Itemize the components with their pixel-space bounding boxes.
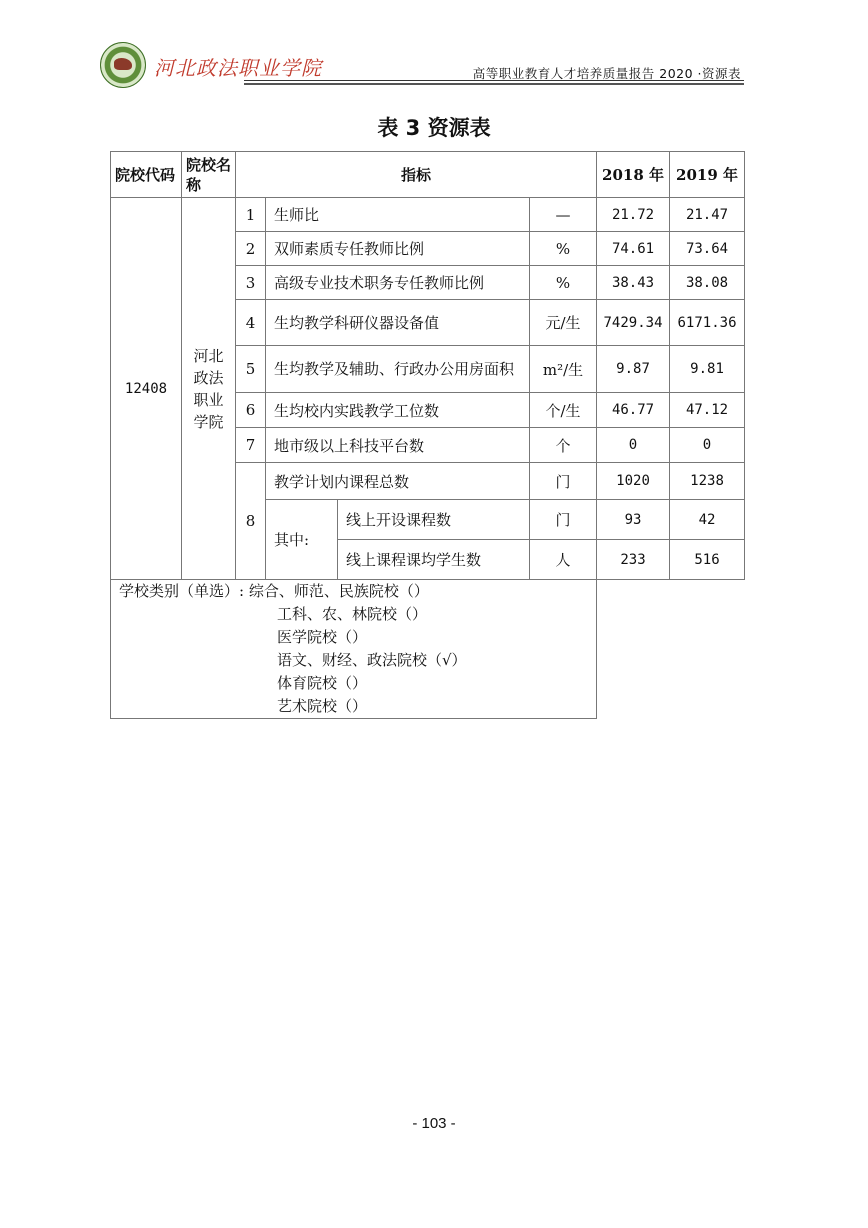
- sub-label: 其中:: [266, 500, 338, 580]
- unit: 门: [530, 500, 597, 540]
- value-2018: 1020: [597, 463, 670, 500]
- indicator: 线上开设课程数: [338, 500, 530, 540]
- value-2019: 1238: [670, 463, 745, 500]
- classification-option: 体育院校（）: [277, 674, 368, 692]
- unit: 人: [530, 540, 597, 580]
- value-2019: 0: [670, 428, 745, 463]
- row-number: 8: [236, 463, 266, 580]
- indicator: 高级专业技术职务专任教师比例: [266, 266, 530, 300]
- indicator: 线上课程课均学生数: [338, 540, 530, 580]
- value-2018: 93: [597, 500, 670, 540]
- school-classification: [111, 580, 597, 719]
- unit: 元/生: [530, 300, 597, 346]
- col-header-name: 院校名称: [182, 152, 236, 198]
- unit: %: [530, 232, 597, 266]
- col-header-indicator: 指标: [236, 152, 597, 198]
- college-name-logo: 河北政法职业学院: [154, 56, 322, 80]
- classification-option: 语文、财经、政法院校（√）: [277, 651, 467, 669]
- classification-option: 艺术院校（）: [277, 697, 368, 715]
- unit: m²/生: [530, 346, 597, 393]
- value-2019: 47.12: [670, 393, 745, 428]
- unit: 个: [530, 428, 597, 463]
- value-2018: 9.87: [597, 346, 670, 393]
- col-header-code: 院校代码: [111, 152, 182, 198]
- page-header: [100, 42, 745, 88]
- unit: 个/生: [530, 393, 597, 428]
- value-2018: 46.77: [597, 393, 670, 428]
- resource-table: [110, 151, 745, 719]
- classification-option: 医学院校（）: [277, 628, 368, 646]
- unit: 门: [530, 463, 597, 500]
- value-2018: 74.61: [597, 232, 670, 266]
- unit: —: [530, 198, 597, 232]
- classification-label: 学校类别（单选）:: [119, 582, 245, 600]
- value-2018: 0: [597, 428, 670, 463]
- indicator: 生均校内实践教学工位数: [266, 393, 530, 428]
- value-2019: 516: [670, 540, 745, 580]
- value-2019: 38.08: [670, 266, 745, 300]
- value-2019: 9.81: [670, 346, 745, 393]
- college-seal-logo: [100, 42, 146, 88]
- col-header-2019: 2019 年: [670, 152, 745, 198]
- report-title: 高等职业教育人才培养质量报告 2020 ·资源表: [472, 66, 741, 81]
- row-number: 5: [236, 346, 266, 393]
- table-row: [111, 198, 745, 232]
- classification-row: [111, 580, 745, 719]
- row-number: 1: [236, 198, 266, 232]
- value-2018: 233: [597, 540, 670, 580]
- value-2019: 6171.36: [670, 300, 745, 346]
- row-number: 7: [236, 428, 266, 463]
- unit: %: [530, 266, 597, 300]
- indicator: 地市级以上科技平台数: [266, 428, 530, 463]
- value-2018: 7429.34: [597, 300, 670, 346]
- value-2019: 21.47: [670, 198, 745, 232]
- indicator: 生均教学科研仪器设备值: [266, 300, 530, 346]
- page-number: - 103 -: [412, 1115, 456, 1132]
- classification-option: 工科、农、林院校（）: [277, 605, 428, 623]
- row-number: 6: [236, 393, 266, 428]
- header-row: [111, 152, 745, 198]
- row-number: 3: [236, 266, 266, 300]
- classification-option: 综合、师范、民族院校（）: [248, 582, 429, 600]
- row-number: 2: [236, 232, 266, 266]
- indicator: 教学计划内课程总数: [266, 463, 530, 500]
- indicator: 双师素质专任教师比例: [266, 232, 530, 266]
- table-title: 表 3 资源表: [377, 116, 491, 140]
- value-2019: 73.64: [670, 232, 745, 266]
- header-rule-thick: [244, 83, 744, 85]
- col-header-2018: 2018 年: [597, 152, 670, 198]
- indicator: 生师比: [266, 198, 530, 232]
- value-2018: 38.43: [597, 266, 670, 300]
- school-name: 河北政法职业学院: [182, 198, 236, 580]
- indicator: 生均教学及辅助、行政办公用房面积: [266, 346, 530, 393]
- school-code: 12408: [111, 198, 182, 580]
- row-number: 4: [236, 300, 266, 346]
- value-2019: 42: [670, 500, 745, 540]
- value-2018: 21.72: [597, 198, 670, 232]
